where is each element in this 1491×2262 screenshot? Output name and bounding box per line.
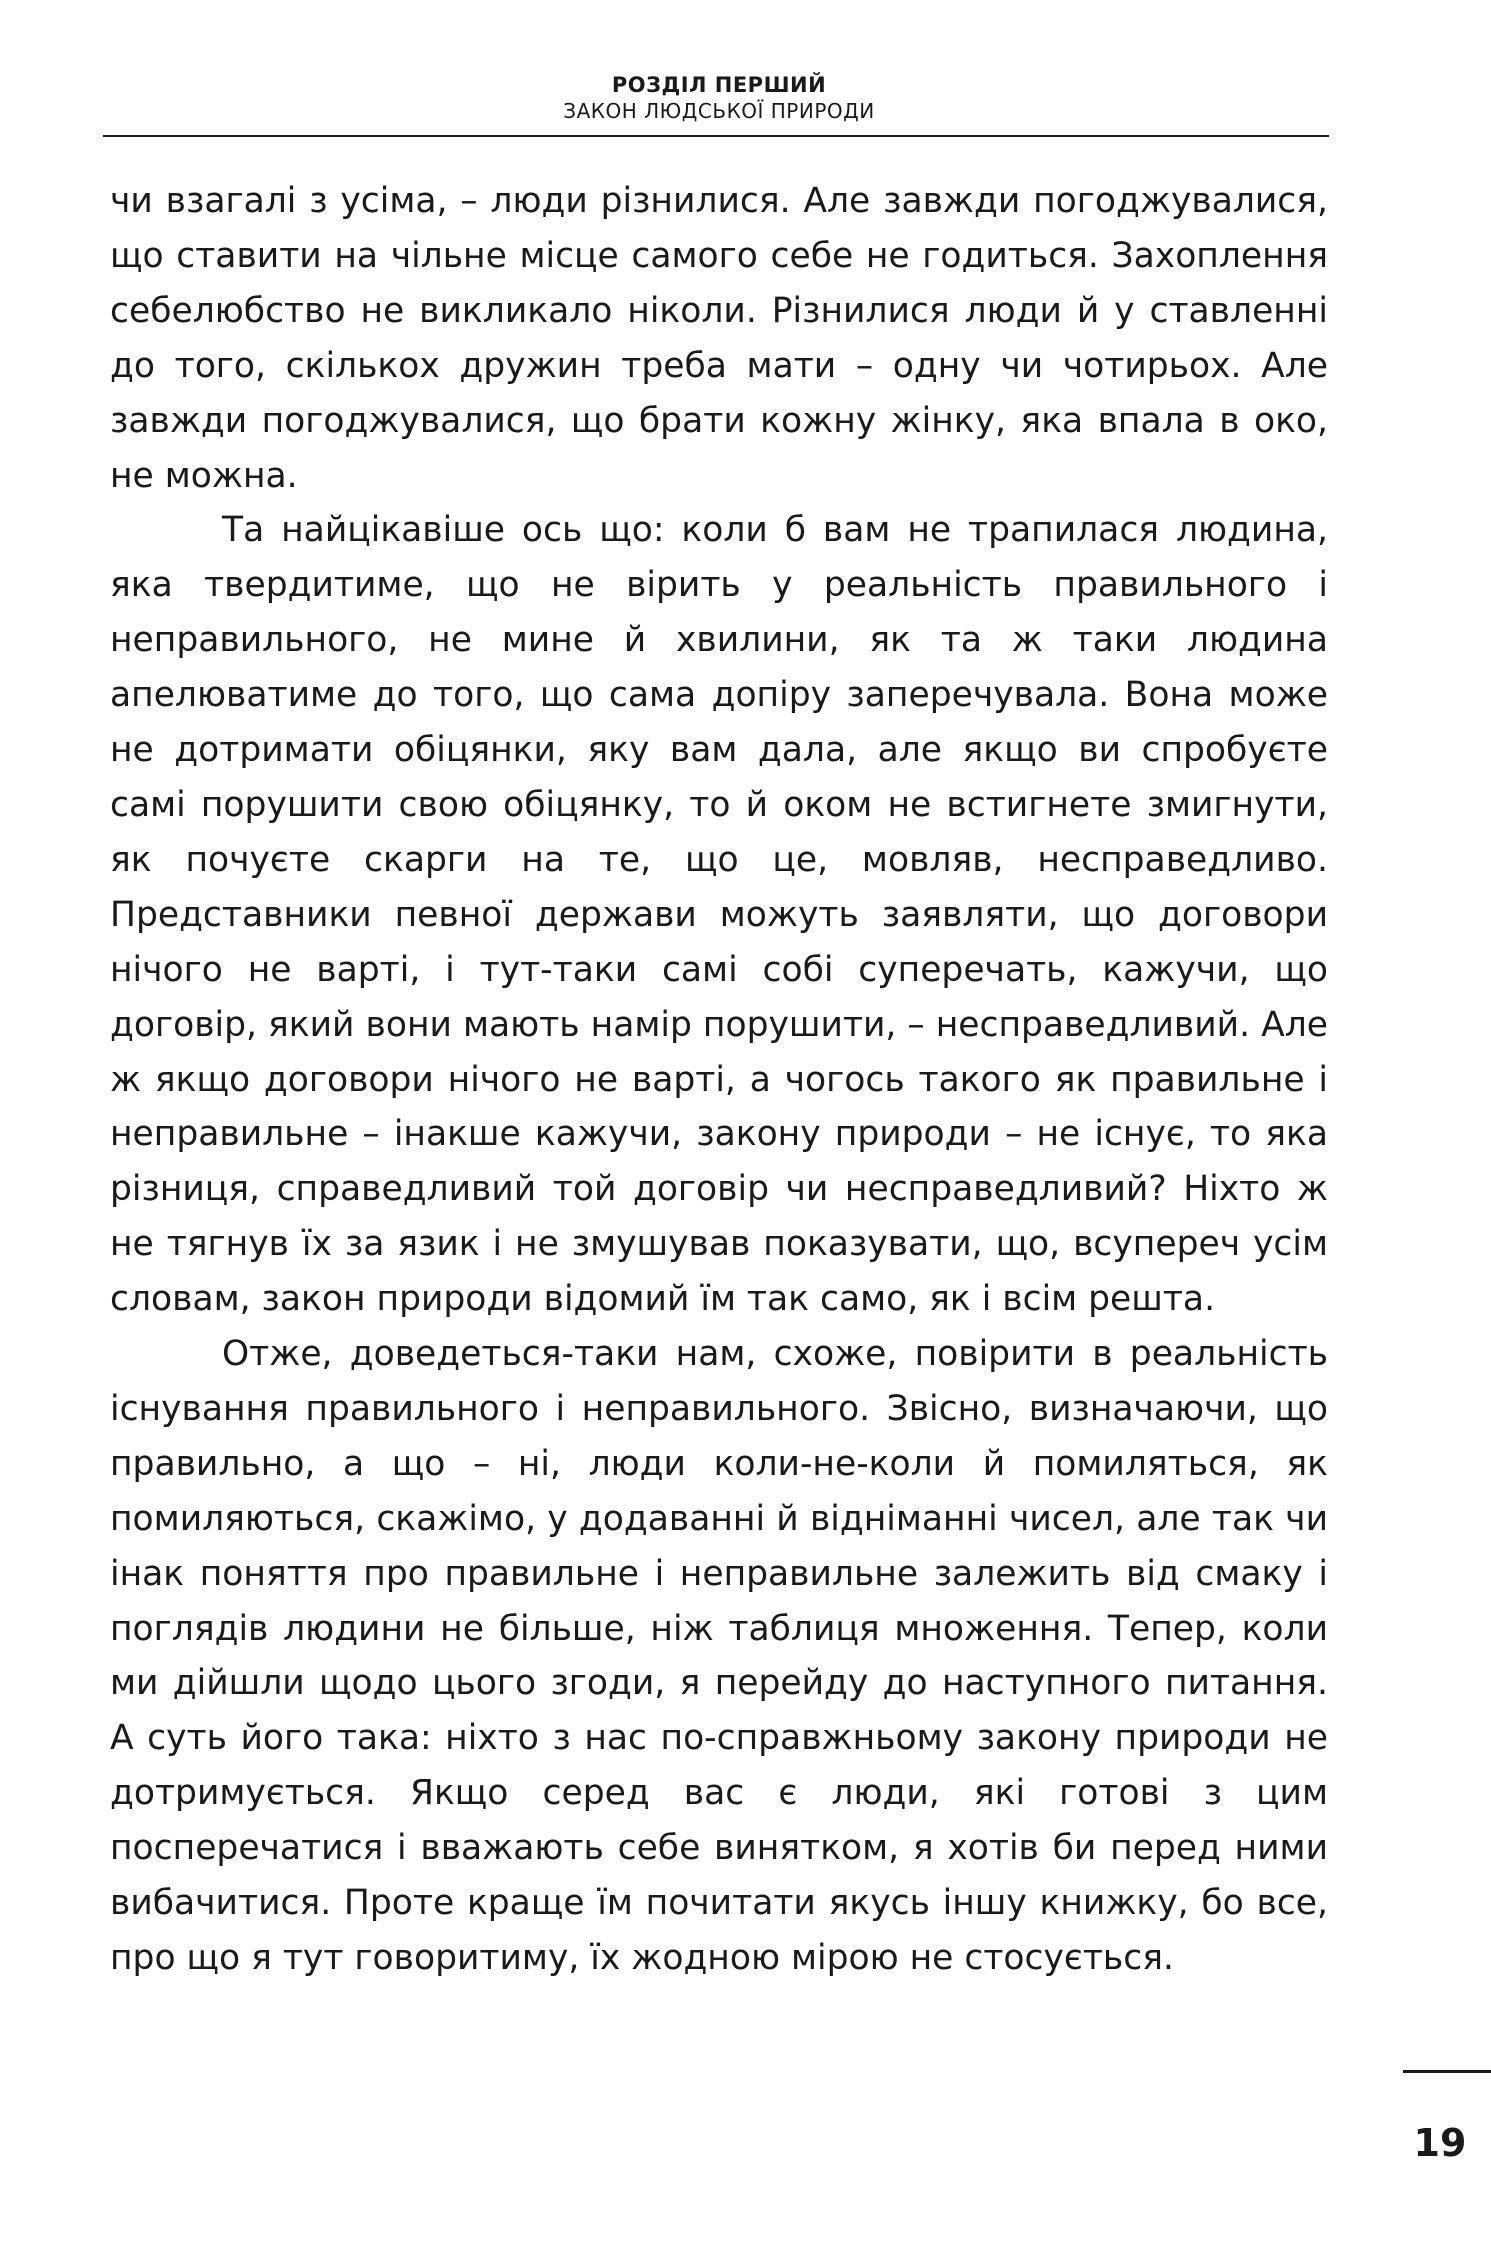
chapter-subtitle: ЗАКОН ЛЮДСЬКОЇ ПРИРОДИ (563, 99, 875, 123)
paragraph-2: Та найцікавіше ось що: коли б вам не трапилася людина, яка твердитиме, що не вірить у реальність правильного і неправильного, не мине й хвилини, як та ж таки людина апелюватиме до того, що сама допіру заперечувала. Вона може не дотримати обіцянки, яку вам дала, але якщо ви спробуєте самі порушити свою обіцянку, то й оком не встигнете змигнути, як почуєте скарги на те, що це, мовляв, несправедливо. Представники певної держави можуть заявляти, що договори нічого не варті, і тут-таки самі собі суперечать, кажучи, що договір, який вони мають намір порушити, – несправедливий. Але ж якщо договори нічого не варті, а чогось такого як правильне і неправильне – інакше кажучи, закону природи – не існує, то яка різниця, справедливий той договір чи несправедливий? Ніхто ж не тягнув їх за язик і не змушував показувати, що, всупереч усім словам, закон природи відомий їм так само, як і всім решта. (110, 510, 1328, 1320)
page-number-rule (1403, 2070, 1491, 2073)
running-head (110, 72, 1328, 124)
body-text (110, 174, 1328, 1986)
paragraph-1: чи взагалі з усіма, – люди різнилися. Але завжди погоджувалися, що ставити на чільне місце самого себе не годиться. Захоплення себелюбство не викликало ніколи. Різнилися люди й у ставленні до того, скількох дружин треба мати – одну чи чотирьох. Але завжди погоджувалися, що брати кожну жінку, яка впала в око, не можна. (110, 181, 1328, 496)
paragraph-3: Отже, доведеться-таки нам, схоже, повірити в реальність існування правильного і неправильного. Звісно, визначаючи, що правильно, а що – ні, люди коли-не-коли й помиляться, як помиляються, скажімо, у додаванні й відніманні чисел, але так чи інак поняття про правильне і неправильне залежить від смаку і поглядів людини не більше, ніж таблиця множення. Тепер, коли ми дійшли щодо цього згоди, я перейду до наступного питання. А суть його така: ніхто з нас по-справжньому закону природи не дотримується. Якщо серед вас є люди, які готові з цим посперечатися і вважають себе винятком, я хотів би перед ними вибачитися. Проте краще їм почитати якусь іншу книжку, бо все, про що я тут говоритиму, їх жодною мірою не стосується. (110, 1334, 1328, 1978)
header-rule (103, 135, 1329, 137)
chapter-title: РОЗДІЛ ПЕРШИЙ (611, 73, 827, 97)
page-number: 19 (1413, 2121, 1467, 2165)
